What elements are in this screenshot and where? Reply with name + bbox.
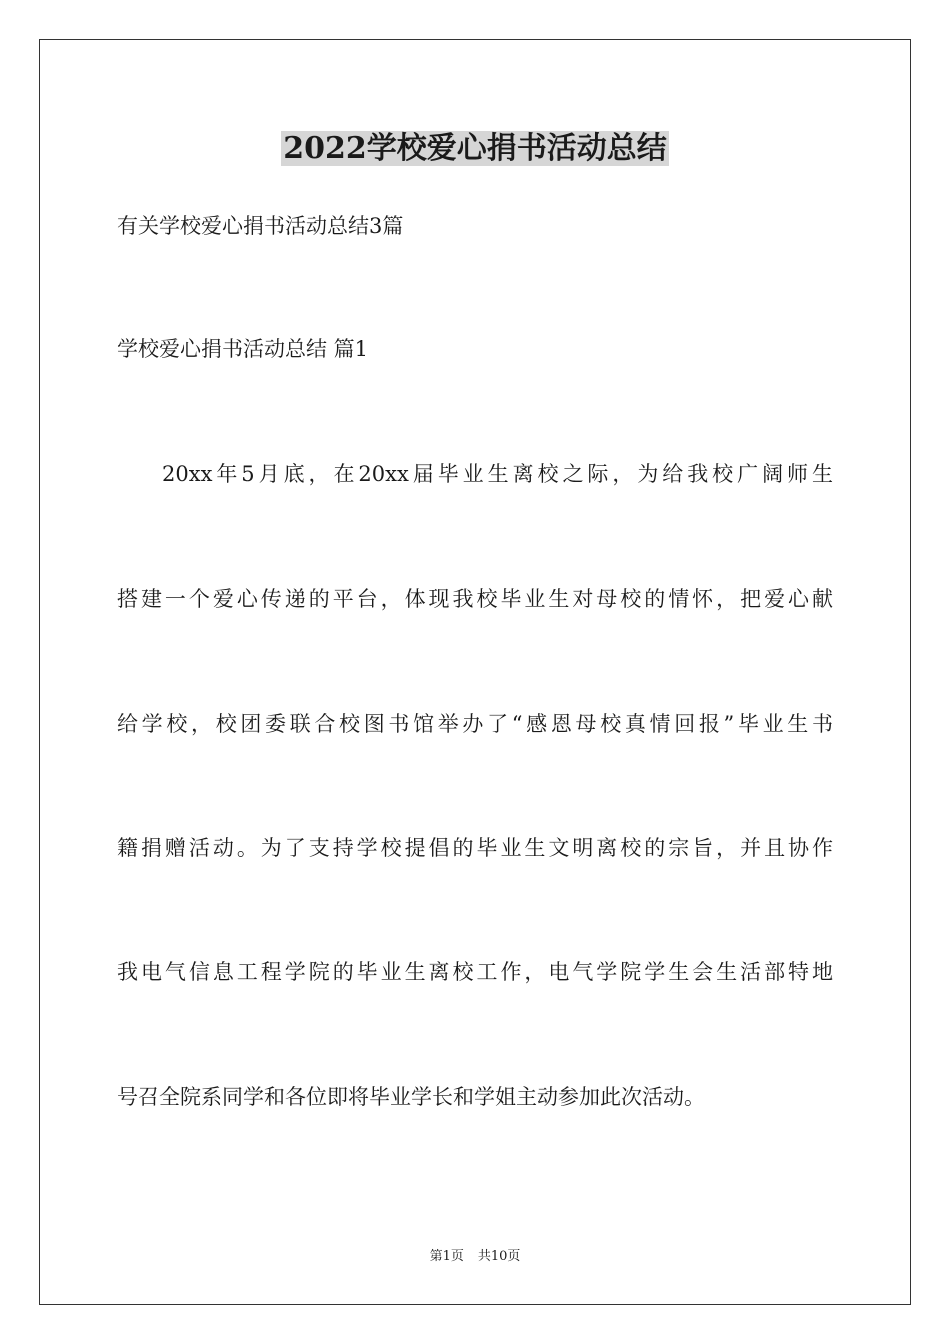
page-footer [0, 1248, 950, 1266]
paragraph-line-6: 号召全院系同学和各位即将毕业学长和学姐主动参加此次活动。 [117, 1085, 705, 1109]
document-subtitle: 有关学校爱心捐书活动总结3篇 [117, 214, 404, 238]
document-title-text: 2022学校爱心捐书活动总结 [283, 131, 667, 166]
paragraph-line-2: 搭建一个爱心传递的平台，体现我校毕业生对母校的情怀，把爱心献 [117, 587, 833, 611]
page-total: 共10页 [477, 1249, 521, 1264]
section-heading: 学校爱心捐书活动总结 篇1 [117, 337, 369, 361]
paragraph-line-1: 20xx年5月底，在20xx届毕业生离校之际，为给我校广阔师生 [162, 462, 833, 486]
page-number: 第1页 [429, 1249, 464, 1264]
paragraph-line-4: 籍捐赠活动。为了支持学校提倡的毕业生文明离校的宗旨，并且协作 [117, 836, 833, 860]
paragraph-line-5: 我电气信息工程学院的毕业生离校工作，电气学院学生会生活部特地 [117, 960, 833, 984]
document-title [0, 128, 950, 170]
paragraph-line-3: 给学校，校团委联合校图书馆举办了“感恩母校真情回报”毕业生书 [117, 712, 833, 736]
